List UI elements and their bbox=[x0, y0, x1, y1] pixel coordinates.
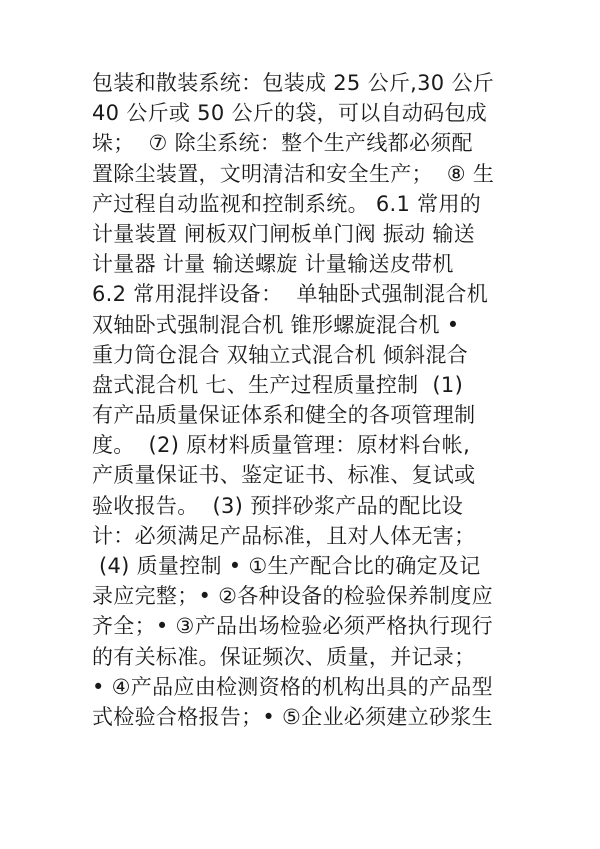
text-line-10: 重力筒仓混合 双轴立式混合机 倾斜混合 bbox=[92, 342, 469, 367]
text-line-18: 录应完整；• ②各种设备的检验保养制度应 bbox=[92, 584, 493, 609]
text-line-21: • ④产品应由检测资格的机构出具的产品型 bbox=[92, 674, 493, 699]
text-line-11: 盘式混合机 七、生产过程质量控制 (1) bbox=[92, 372, 464, 397]
text-line-2: 40 公斤或 50 公斤的袋，可以自动码包成 bbox=[92, 101, 488, 126]
body-text bbox=[92, 68, 512, 732]
text-line-5: 产过程自动监视和控制系统。 6.1 常用的 bbox=[92, 191, 482, 216]
text-line-13: 度。 (2) 原材料质量管理：原材料台帐, bbox=[92, 433, 471, 458]
text-line-1: 包装和散装系统：包装成 25 公斤,30 公斤 bbox=[92, 71, 495, 95]
text-line-22: 式检验合格报告；• ⑤企业必须建立砂浆生 bbox=[92, 704, 493, 729]
text-line-7: 计量器 计量 输送螺旋 计量输送皮带机 bbox=[92, 252, 454, 277]
text-line-15: 验收报告。 (3) 预拌砂浆产品的配比设 bbox=[92, 493, 464, 518]
text-line-8: 6.2 常用混拌设备： 单轴卧式强制混合机 bbox=[92, 282, 489, 307]
text-line-16: 计：必须满足产品标准，且对人体无害； bbox=[92, 523, 476, 548]
text-line-20: 的有关标准。保证频次、质量，并记录； bbox=[92, 644, 476, 669]
text-line-3: 垛； ⑦ 除尘系统：整个生产线都必须配 bbox=[92, 131, 473, 156]
text-line-19: 齐全；• ③产品出场检验必须严格执行现行 bbox=[92, 614, 493, 639]
text-line-14: 产质量保证书、鉴定证书、标准、复试或 bbox=[92, 463, 476, 488]
text-line-4: 置除尘装置，文明清洁和安全生产； ⑧ 生 bbox=[92, 161, 495, 186]
text-line-12: 有产品质量保证体系和健全的各项管理制 bbox=[92, 403, 476, 428]
text-line-6: 计量装置 闸板双门闸板单门阀 振动 输送 bbox=[92, 221, 476, 246]
text-line-17: (4) 质量控制 • ①生产配合比的确定及记 bbox=[92, 554, 481, 578]
text-line-9: 双轴卧式强制混合机 锥形螺旋混合机 • bbox=[92, 312, 460, 337]
